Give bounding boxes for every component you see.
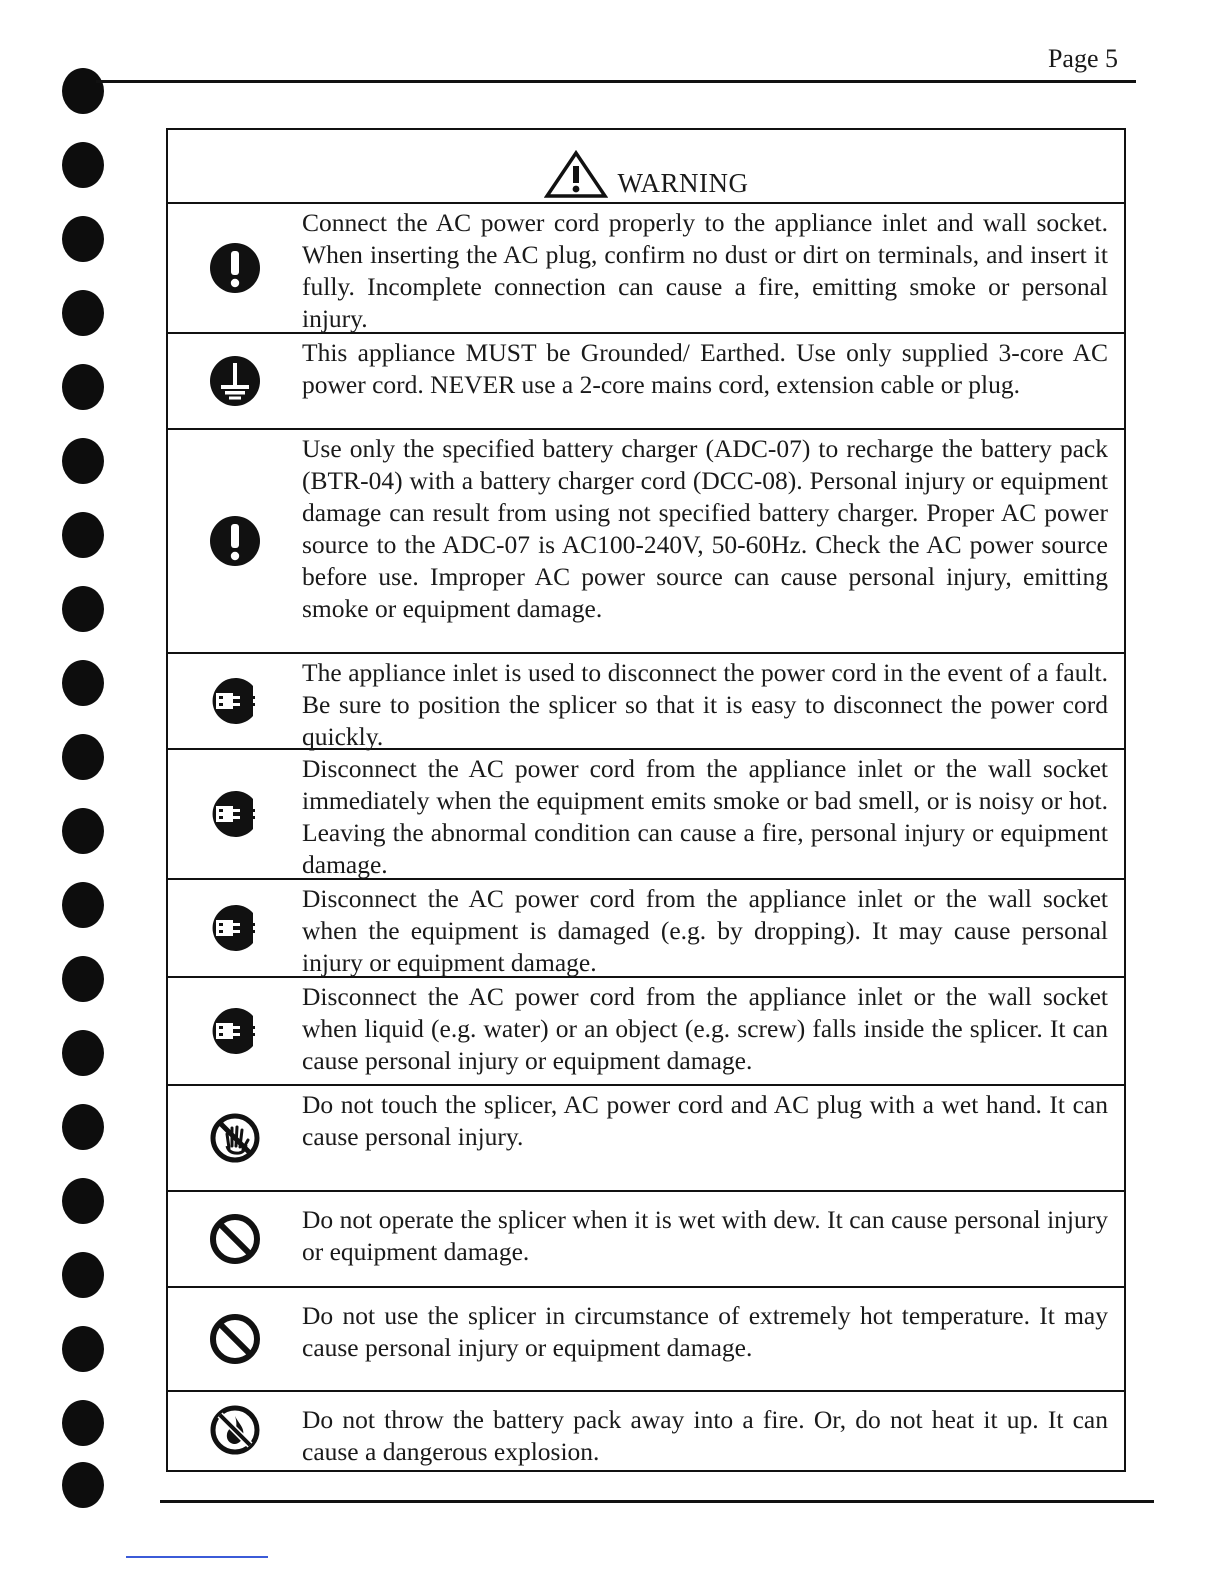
binding-rings	[62, 68, 108, 1498]
page-number: Page 5	[1047, 44, 1118, 73]
warning-text: Disconnect the AC power cord from the appliance inlet or the wall socket when the equipment is damaged (e.g. by dropping). It may cause personal injury or equipment damage.	[302, 884, 1108, 977]
warning-text: Connect the AC power cord properly to the appliance inlet and wall socket. When inserting the AC plug, confirm no dust or dirt on terminals, and insert it fully. Incomplete connection can cause a fire, emitting smoke or personal injury.	[302, 208, 1108, 333]
icon-cell	[168, 978, 302, 1084]
disconnect-plug-icon	[208, 674, 262, 728]
binding-ring	[62, 512, 104, 558]
warning-text: This appliance MUST be Grounded/ Earthed. Use only supplied 3-core AC power cord. NEVER use a 2-core mains cord, extension cable or plug.	[302, 338, 1108, 399]
no-wet-hands-icon	[209, 1112, 261, 1164]
warning-text: Do not operate the splicer when it is wet with dew. It can cause personal injury or equipment damage.	[302, 1205, 1108, 1266]
warning-item	[168, 1086, 1124, 1192]
binding-ring	[62, 1252, 104, 1298]
binding-ring	[62, 1178, 104, 1224]
binding-ring	[62, 438, 104, 484]
icon-cell	[168, 750, 302, 878]
icon-cell	[168, 204, 302, 332]
prohibited-icon	[209, 1313, 261, 1365]
binding-ring	[62, 734, 104, 780]
binding-ring	[62, 956, 104, 1002]
no-fire-icon	[209, 1404, 261, 1456]
warning-text: Disconnect the AC power cord from the appliance inlet or the wall socket immediately when the equipment emits smoke or bad smell, or is noisy or hot. Leaving the abnormal condition can cause a fire, personal injury or equipment damage.	[302, 754, 1108, 879]
binding-ring	[62, 216, 104, 262]
icon-cell	[168, 1288, 302, 1390]
warning-text: Use only the specified battery charger (ADC-07) to recharge the battery pack (BTR-04) with a battery charger cord (DCC-08). Personal injury or equipment damage can result from using not specified battery charger. Proper AC power source to the ADC-07 is AC100-240V, 50-60Hz. Check the AC power source before use. Improper AC power source can cause personal injury, emitting smoke or equipment damage.	[302, 434, 1108, 623]
disconnect-plug-icon	[208, 787, 262, 841]
binding-ring	[62, 1400, 104, 1446]
binding-ring	[62, 1104, 104, 1150]
binding-ring	[62, 1462, 104, 1508]
disconnect-plug-icon	[208, 1004, 262, 1058]
icon-cell	[168, 430, 302, 652]
binding-ring	[62, 586, 104, 632]
warning-item	[168, 880, 1124, 978]
binding-ring	[62, 68, 104, 114]
warning-text: Do not throw the battery pack away into a fire. Or, do not heat it up. It can cause a dangerous explosion.	[302, 1405, 1108, 1466]
binding-ring	[62, 882, 104, 928]
icon-cell	[168, 334, 302, 428]
warning-item	[168, 334, 1124, 430]
binding-ring	[62, 1030, 104, 1076]
icon-cell	[168, 1192, 302, 1286]
warning-item	[168, 750, 1124, 880]
warning-item	[168, 978, 1124, 1086]
disconnect-plug-icon	[208, 901, 262, 955]
warning-title: WARNING	[617, 168, 749, 198]
warning-item	[168, 1192, 1124, 1288]
warning-header	[168, 130, 1124, 204]
icon-cell	[168, 880, 302, 976]
icon-cell	[168, 1086, 302, 1190]
prohibited-icon	[209, 1213, 261, 1265]
mandatory-action-icon	[209, 242, 261, 294]
mandatory-action-icon	[209, 515, 261, 567]
warning-item	[168, 1392, 1124, 1468]
warning-item	[168, 204, 1124, 334]
warning-item	[168, 1288, 1124, 1392]
binding-ring	[62, 808, 104, 854]
warning-text: Do not use the splicer in circumstance of extremely hot temperature. It may cause personal injury or equipment damage.	[302, 1301, 1108, 1362]
warning-item	[168, 430, 1124, 654]
binding-ring	[62, 1326, 104, 1372]
warning-text: Disconnect the AC power cord from the appliance inlet or the wall socket when liquid (e.g. water) or an object (e.g. screw) falls inside the splicer. It can cause personal injury or equipment damage.	[302, 982, 1108, 1075]
ground-earth-icon	[209, 355, 261, 407]
footer-rule	[160, 1500, 1154, 1503]
icon-cell	[168, 1392, 302, 1468]
warning-triangle-icon	[544, 150, 608, 198]
binding-ring	[62, 290, 104, 336]
warning-text: The appliance inlet is used to disconnect the power cord in the event of a fault. Be sure to position the splicer so that it is easy to disconnect the power cord quickly.	[302, 658, 1108, 751]
footer-mark	[126, 1556, 268, 1558]
warning-text: Do not touch the splicer, AC power cord and AC plug with a wet hand. It can cause personal injury.	[302, 1090, 1108, 1151]
icon-cell	[168, 654, 302, 748]
binding-ring	[62, 660, 104, 706]
binding-ring	[62, 142, 104, 188]
header-rule	[96, 80, 1136, 83]
warning-table	[166, 128, 1126, 1472]
binding-ring	[62, 364, 104, 410]
warning-item	[168, 654, 1124, 750]
